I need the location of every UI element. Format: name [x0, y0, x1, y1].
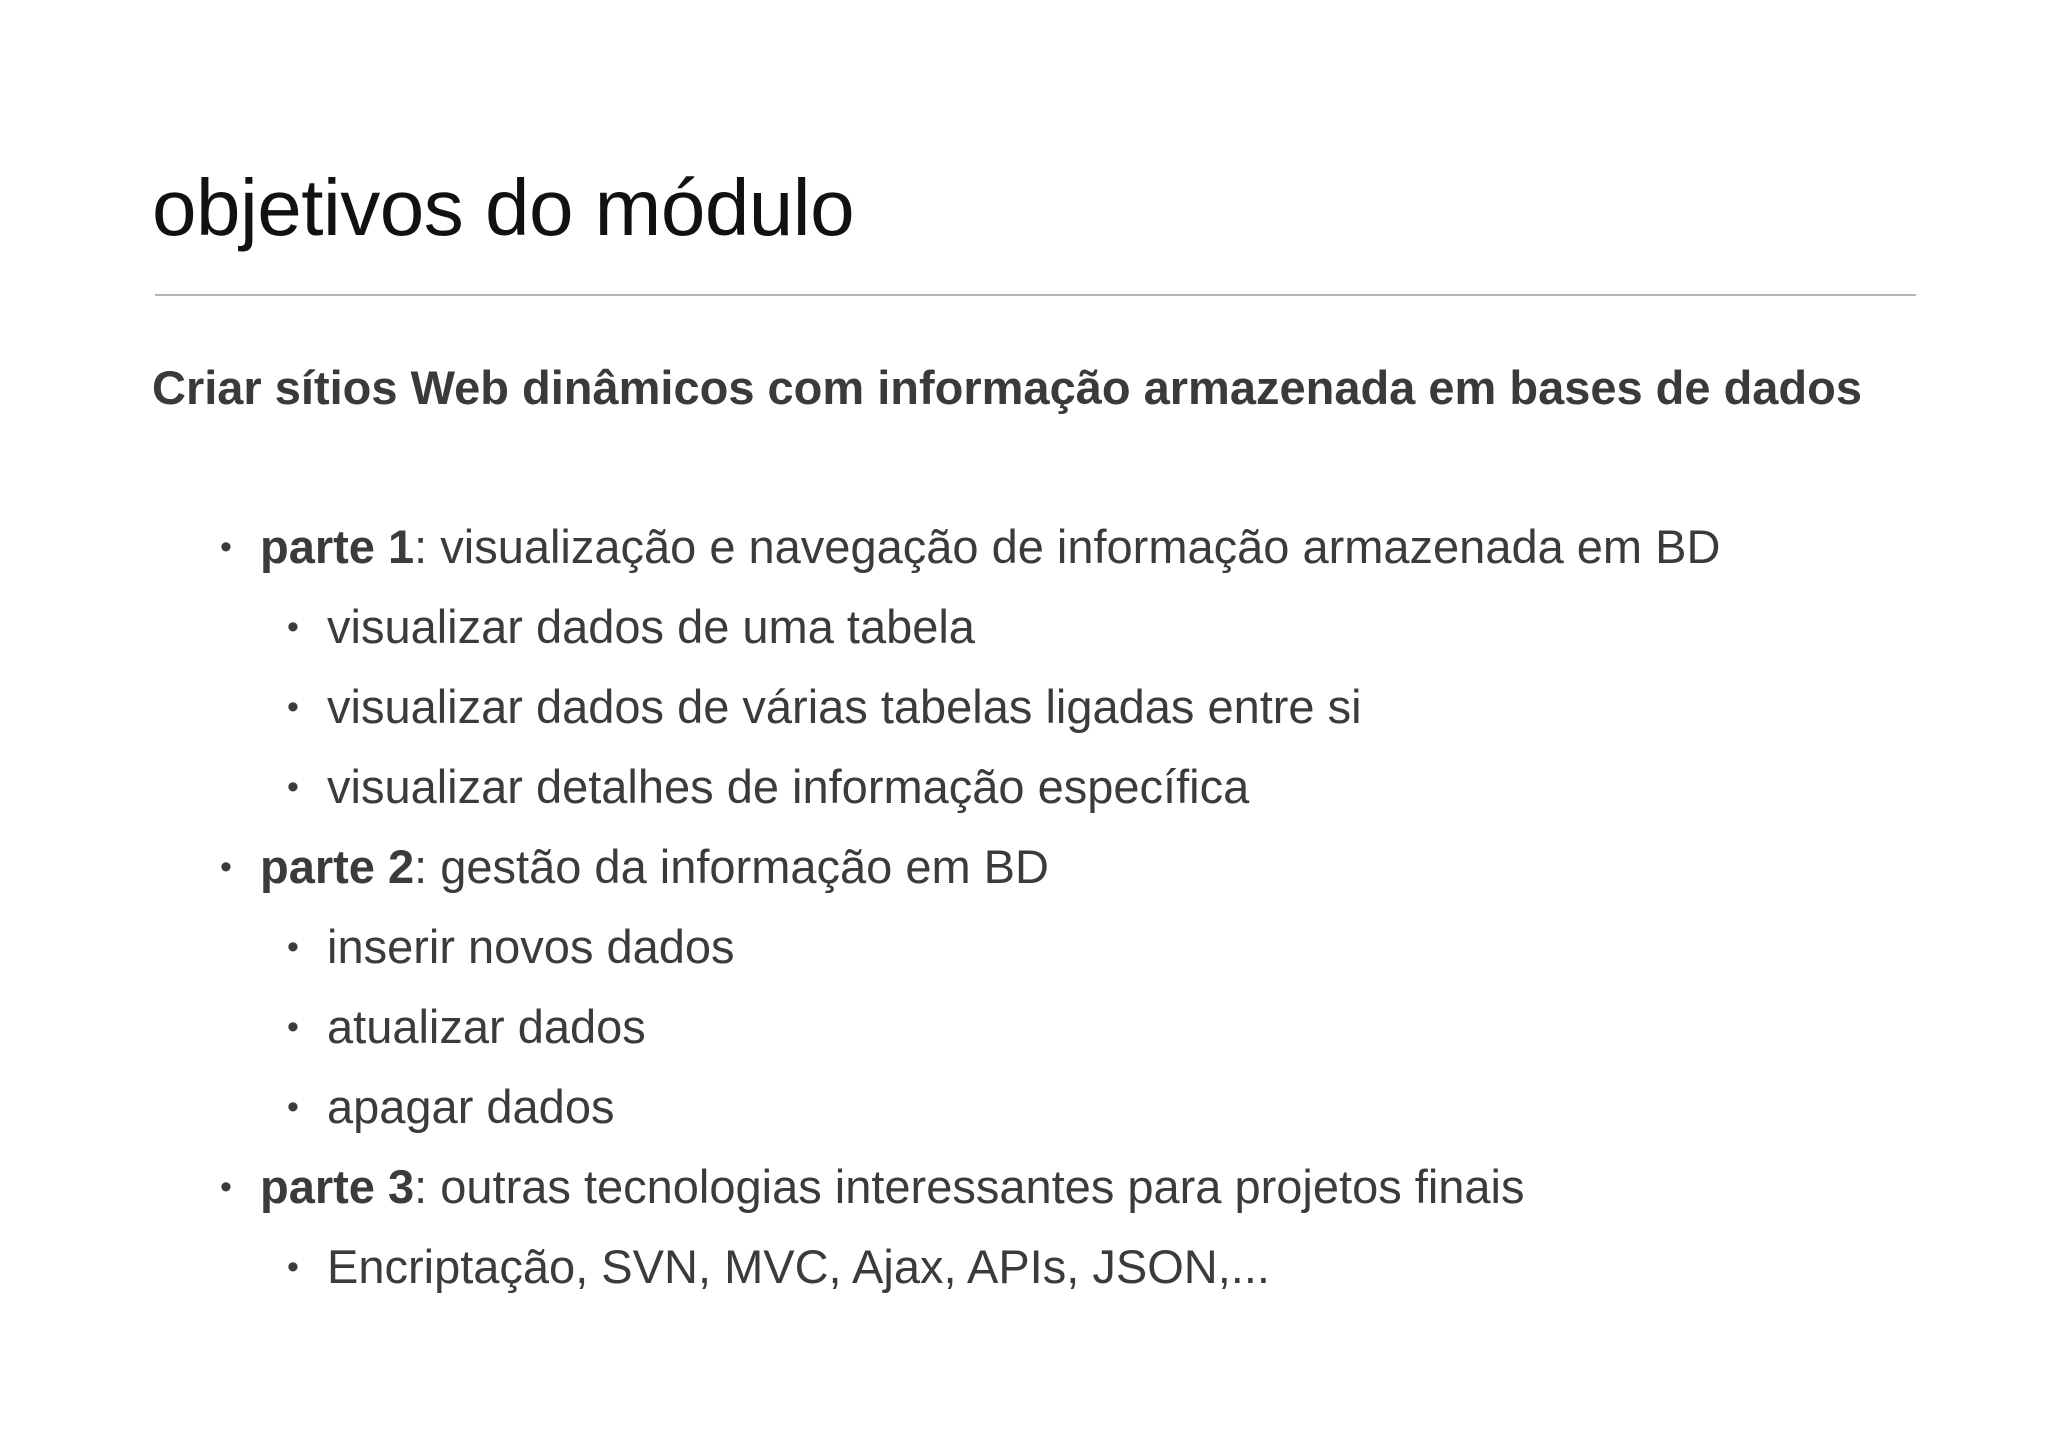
- slide-title: objetivos do módulo: [152, 163, 855, 252]
- list-item-text: visualizar detalhes de informação específica: [327, 760, 1250, 813]
- slide-subtitle: Criar sítios Web dinâmicos com informação armazenada em bases de dados: [152, 361, 1862, 414]
- title-divider: [155, 294, 1916, 296]
- list-item-body: : outras tecnologias interessantes para projetos finais: [414, 1160, 1525, 1213]
- bullet-icon: •: [287, 608, 299, 646]
- list-item-heading: parte 2: [260, 840, 415, 893]
- list-item-text: [260, 836, 1049, 898]
- bullet-icon: •: [287, 928, 299, 966]
- list-item-text: inserir novos dados: [327, 920, 735, 973]
- list-item-text: visualizar dados de uma tabela: [327, 600, 975, 653]
- bullet-icon: •: [220, 528, 232, 566]
- bullet-icon: •: [287, 768, 299, 806]
- list-item-text: [260, 516, 1720, 578]
- list-item-body: : visualização e navegação de informação armazenada em BD: [414, 520, 1721, 573]
- bullet-icon: •: [287, 688, 299, 726]
- bullet-icon: •: [287, 1248, 299, 1286]
- list-item: [0, 836, 2048, 916]
- list-item: [0, 596, 2048, 676]
- bullet-icon: •: [220, 1168, 232, 1206]
- list-item: [0, 1236, 2048, 1316]
- list-item-text: apagar dados: [327, 1080, 615, 1133]
- list-item: [0, 676, 2048, 756]
- bullet-icon: •: [287, 1088, 299, 1126]
- list-item: [0, 756, 2048, 836]
- list-item: [0, 996, 2048, 1076]
- list-item: [0, 1156, 2048, 1236]
- list-item-text: Encriptação, SVN, MVC, Ajax, APIs, JSON,...: [327, 1240, 1270, 1293]
- list-item: [0, 1076, 2048, 1156]
- list-item: [0, 516, 2048, 596]
- list-item-heading: parte 3: [260, 1160, 415, 1213]
- list-item-text: atualizar dados: [327, 1000, 646, 1053]
- list-item-text: [260, 1156, 1525, 1218]
- bullet-icon: •: [287, 1008, 299, 1046]
- list-item: [0, 916, 2048, 996]
- list-item-text: visualizar dados de várias tabelas ligadas entre si: [327, 680, 1362, 733]
- list-item-body: : gestão da informação em BD: [414, 840, 1049, 893]
- list-item-heading: parte 1: [260, 520, 415, 573]
- bullet-list: [0, 516, 2048, 1316]
- bullet-icon: •: [220, 848, 232, 886]
